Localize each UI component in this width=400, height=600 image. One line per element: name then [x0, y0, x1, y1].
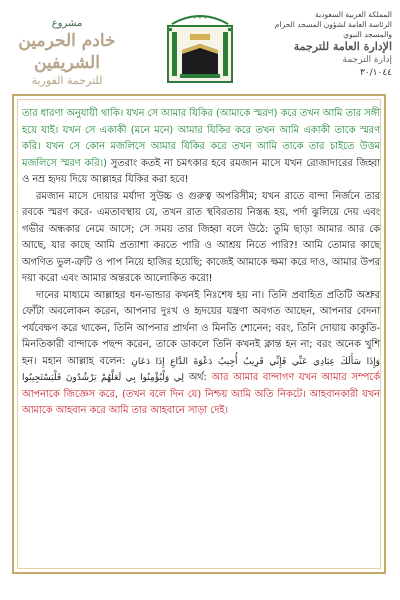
presidency-line2: الرئاسة العامة لشؤون المسجد الحرام والمسجد النبوي	[274, 20, 392, 39]
project-logo-line2: خادم الحرمين الشريفين	[18, 31, 116, 73]
svg-text:✦ ✦ ✦: ✦ ✦ ✦	[192, 15, 208, 21]
hadith-text: তার ধারণা অনুযায়ী থাকি। যখন সে আমার যিকির (আমাকে স্মরণ) করে তখন আমি তার সঙ্গী হয়ে যাই। যখন সে একাকী (মনে মনে) আমার যিকির করে তখন আমি একাকী তাকে স্মরণ করি। যখন সে কোন মজলিসে আমার যিকির করে তখন আমি তাকে তার চাইতে উত্তম মজলিসে স্মরণ করি।)	[22, 108, 380, 169]
kaaba-emblem	[160, 6, 240, 90]
project-logo-line3: للترجمة الفورية	[31, 74, 103, 87]
page-header	[0, 0, 400, 92]
document-body	[22, 106, 380, 420]
verse-translation: আর আমার বান্দাগণ যখন আমার সম্পর্কে আপনাকে জিজ্ঞেস করে, (তখন বলে দিন যে) নিশ্চয় আমি অতি নিকটে। আহবানকারী যখন আমাকে আহবান করে আমি তার আহবানে সাড়া দেই।	[22, 372, 380, 416]
paragraph-1	[22, 106, 380, 189]
paragraph-3-text: দানের মাধ্যমে আল্লাহর ধন-ভান্ডার কখনই নিঃশেষ হয় না। তিনি প্রবাহিত প্রতিটি অশ্রুর ফোঁটা অবলোকন করেন, আপনার দুঃখ ও হৃদয়ের যন্ত্রণা অবগত আছেন, আপনার বেদনা পর্যবেক্ষণ করে থাকেন, তিনি আপনার প্রার্থনা ও মিনতি শোনেন; বরং, তিনি দোয়ায় কাকুতি-মিনতিকারী বান্দাকে পছন্দ করেন, তাকে ডাকলে তিনি কখনই ক্লান্ত হন না; বরং অনেক খুশি হন। মহান আল্লাহ বলেন:	[22, 289, 380, 367]
presidency-logo	[262, 10, 392, 90]
presidency-line4: إدارة الترجمة	[342, 55, 392, 65]
paragraph-2: রমজান মাসে দোয়ার মর্যাদা সুউচ্চ ও গুরুত্ব অপরিসীম; যখন রাতে বান্দা নির্জনে তার রবকে স্মরণ করে- এমতাবস্থায় যে, তখন রাত স্থবিরতায় নিস্তব্ধ হয়, পর্দা ঝুলিয়ে দেয় এবং গভীর অন্ধকার নেমে আসে; সে সময় তার জিহ্বা বলে উঠে: তুমি ছাড়া আমার আর কে আছে, যার কাছে আমি প্রত্যাশা করতে পারি ও আশ্রয় নিতে পারি?! আমি তোমার কাছে অগণিত ভুল-ত্রুটি ও পাপ নিয়ে হাজির হয়েছি; কাজেই আমাকে ক্ষমা করে দাও, আমার উপর দয়া করো এবং আমার অন্তরকে আলোকিত করো!	[22, 190, 380, 284]
paragraph-1-text: সুতরাং কতই না চমৎকার হবে রমজান মাসে যখন রোজাদারের জিহ্বা ও নম্র হৃদয় দিয়ে আল্লাহর যিকির করা হবে!	[22, 157, 380, 185]
presidency-line1: المملكة العربية السعودية	[315, 10, 392, 19]
presidency-line3: الإدارة العامة للترجمة	[293, 40, 392, 53]
quran-verse-part1: وَإِذَا سَأَلَكَ عِبَادِي عَنِّي فَإِنِّي قَرِيبٌ أُجِيبُ دَعْوَةَ الدَّاعِ إِذَا دَعَانِ فَلْيَسْتَجِيبُوا	[22, 356, 380, 383]
paragraph-3	[22, 288, 380, 420]
project-logo-line1: مشروع	[51, 18, 83, 29]
project-logo	[8, 18, 126, 86]
meaning-label: অর্থ:	[188, 372, 207, 383]
quran-verse-part2: لِي وَلْيُؤْمِنُوا بِي لَعَلَّهُمْ يَرْشُدُونَ	[65, 373, 184, 383]
document-number: ٣٠/١٠٤٤	[359, 68, 392, 78]
